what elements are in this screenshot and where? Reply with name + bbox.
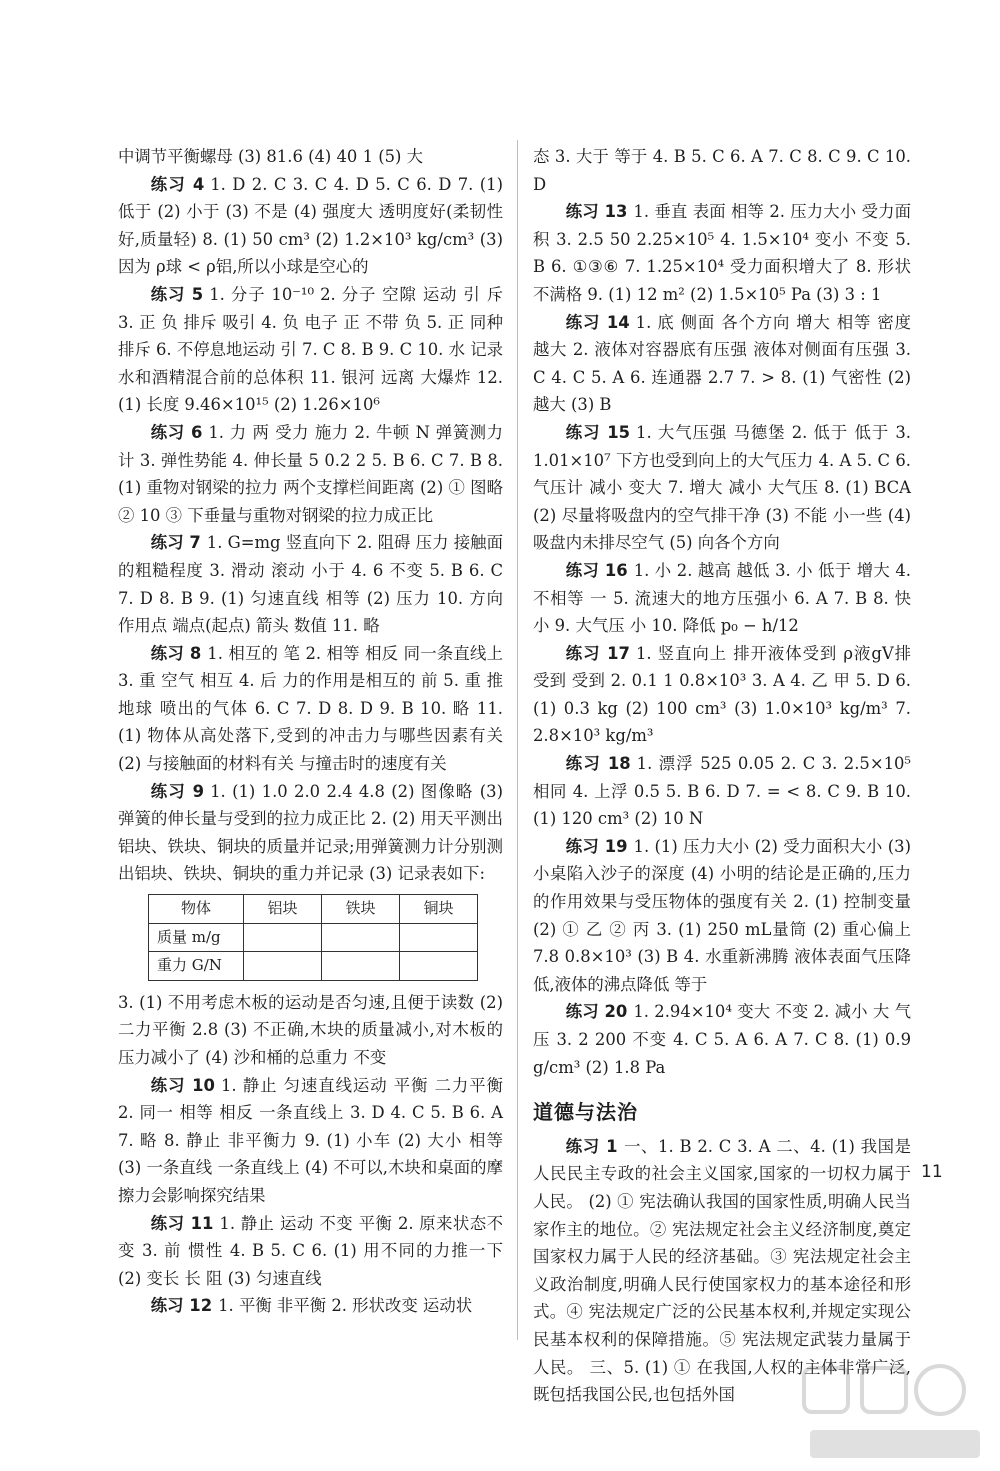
column-divider [517,140,518,1340]
exercise-7 [118,529,503,639]
exercise-answers: 1. 力 两 受力 施力 2. 牛顿 N 弹簧测力计 3. 弹性势能 4. 伸长量 5 0.2 2 5. B 6. C 7. B 8. (1) 重物对钢梁的拉力 两个支撑栏间距离 (2) ① 图略 ② 10 ③ 下垂量与重物对钢梁的拉力成正比 [118,422,503,525]
table-row-header: 质量 m/g [149,923,244,952]
exercise-answers: 1. 2.94×10⁴ 变大 不变 2. 减小 大 气压 3. 2 200 不变 4. C 5. A 6. A 7. C 8. (1) 0.9 g/cm³ (2) 1.8 Pa [533,1002,912,1077]
exercise-9 [118,778,503,888]
exercise-answers: 1. (1) 1.0 2.0 2.4 4.8 (2) 图像略 (3) 弹簧的伸长量与受到的拉力成正比 2. (2) 用天平测出铝块、铁块、铜块的质量并记录;用弹簧测力计分别测出铝块、铁块、铜块的重力并记录 (3) 记录表如下: [118,781,503,884]
exercise-answers: 1. 静止 匀速直线运动 平衡 二力平衡 2. 同一 相等 相反 一条直线上 3. D 4. C 5. B 6. A 7. 略 8. 静止 非平衡力 9. (1) 小车 (2) 大小 相等 (3) 一条直线 一条直线上 (4) 不可以,木块和桌面的摩擦力会影响探究结果 [118,1075,503,1205]
exercise-5 [118,281,503,419]
table-row [149,952,478,981]
table-header-cell: 物体 [149,895,244,924]
record-table [148,894,478,981]
exercise-label: 练习 18 [565,754,631,774]
exercise-label: 练习 16 [565,560,628,580]
exercise-label: 练习 9 [150,781,205,801]
left-column [118,143,503,1320]
exercise-16 [533,557,911,640]
exercise-label: 练习 4 [150,174,205,194]
exercise-answers: 1. 大气压强 马德堡 2. 低于 低于 3. 1.01×10⁷ 下方也受到向上的大气压力 4. A 5. C 6. 气压计 减小 变大 7. 增大 减小 大气压 8. (1) BCA (2) 尽量将吸盘内的空气排干净 (3) 不能 小一些 (4) 吸盘内未排尽空气 (5) 向各个方向 [533,422,911,553]
page-number: 11 [921,1162,943,1182]
table-cell [400,952,478,981]
exercise-label: 练习 11 [150,1213,214,1233]
exercise-answers: 1. 底 侧面 各个方向 增大 相等 密度 越大 2. 液体对容器底有压强 液体对侧面有压强 3. C 4. C 5. A 6. 连通器 2.7 7. > 8. (1) 气密性 (2) 越大 (3) B [533,312,911,415]
exercise-13 [533,198,911,308]
exercise-19 [533,833,911,999]
exercise-17 [533,640,911,750]
exercise-label: 练习 15 [565,422,631,442]
table-cell [322,952,400,981]
exercise-answers: 1. 漂浮 525 0.05 2. C 3. 2.5×10⁵ 相同 4. 上浮 0.5 5. B 6. D 7. = < 8. C 9. B 10. (1) 120 cm³ (2) 10 N [533,754,911,829]
exercise-label: 练习 20 [565,1002,628,1022]
exercise-label: 练习 8 [150,643,202,663]
exercise-label: 练习 10 [150,1075,215,1095]
table-header-cell: 铝块 [244,895,322,924]
exercise-answers: 1. D 2. C 3. C 4. D 5. C 6. D 7. (1) 低于 (2) 小于 (3) 不是 (4) 强度大 透明度好(柔韧性好,质量轻) 8. (1) 50 cm³ (2) 1.2×10³ kg/cm³ (3) 因为 ρ球 < ρ铝,所以小球是空心的 [118,174,503,277]
exercise-11 [118,1210,503,1293]
table-header-cell: 铁块 [322,895,400,924]
exercise-label: 练习 1 [565,1136,618,1156]
exercise-14 [533,309,911,419]
exercise-label: 练习 19 [565,836,628,856]
exercise-answers: 一、1. B 2. C 3. A 二、4. (1) 我国是人民民主专政的社会主义国家,国家的一切权力属于人民。 (2) ① 宪法确认我国的国家性质,明确人民当家作主的地位。② 宪法规定社会主义经济制度,奠定国家权力属于人民的经济基础。③ 宪法规定社会主义政治制度,明确人民行使国家权力的基本途径和形式。④ 宪法规定广泛的公民基本权利,并规定实现公民基本权利的保障措施。⑤ 宪法规定武装力量属于人民。 三、5. (1) ① 在我国,人权的主体非常广泛,既包括我国公民,也包括外国 [533,1136,911,1405]
table-row [149,923,478,952]
left-intro: 中调节平衡螺母 (3) 81.6 (4) 40 1 (5) 大 [118,147,424,166]
exercise-6 [118,419,503,529]
right-column [533,143,911,1409]
table-cell [244,923,322,952]
exercise-answers: 1. 小 2. 越高 越低 3. 小 低于 增大 4. 不相等 一 5. 流速大的地方压强小 6. A 7. B 8. 快 小 9. 大气压 小 10. 降低 p₀ − h/12 [533,560,911,636]
table-header-cell: 铜块 [400,895,478,924]
after-table-text: 3. (1) 不用考虑木板的运动是否匀速,且便于读数 (2) 二力平衡 2.8 (3) 不正确,木块的质量减小,对木板的压力减小了 (4) 沙和桶的总重力 不变 [118,992,503,1067]
exercise-label: 练习 13 [565,202,628,222]
exercise-20 [533,998,911,1081]
table-cell [400,923,478,952]
exercise-label: 练习 17 [565,643,630,663]
exercise-label: 练习 7 [150,533,201,553]
watermark-logo [800,1360,985,1465]
exercise-answers: 1. 平衡 非平衡 2. 形状改变 运动状 [218,1296,473,1316]
table-cell [244,952,322,981]
exercise-answers: 1. 相互的 笔 2. 相等 相反 同一条直线上 3. 重 空气 相互 4. 后 力的作用是相互的 前 5. 重 推 地球 喷出的气体 6. C 7. D 8. D 9. B 10. 略 11. (1) 物体从高处落下,受到的冲击力与哪些因素有关 (2) 与接触面的材料有关 与撞击时的速度有关 [118,643,503,774]
exercise-15 [533,419,911,557]
exercise-label: 练习 6 [150,422,203,442]
right-intro: 态 3. 大于 等于 4. B 5. C 6. A 7. C 8. C 9. C 10. D [533,147,911,194]
exercise-answers: 1. 垂直 表面 相等 2. 压力大小 受力面积 3. 2.5 50 2.25×10⁵ 4. 1.5×10⁴ 变小 不变 5. B 6. ①③⑥ 7. 1.25×10⁴ 受力面积增大了 8. 形状 不满格 9. (1) 12 m² (2) 1.5×10⁵ Pa (3) 3 : 1 [533,202,911,304]
table-row-header: 重力 G/N [149,952,244,981]
exercise-8 [118,640,503,778]
exercise-10 [118,1072,503,1210]
exercise-label: 练习 5 [150,284,204,304]
exercise-4 [118,171,503,281]
exercise-label: 练习 14 [565,312,630,332]
table-header-row [149,895,478,924]
table-cell [322,923,400,952]
exercise-18 [533,750,911,833]
exercise-answers: 1. 竖直向上 排开液体受到 ρ液gV排 受到 受到 2. 0.1 1 0.8×10³ 3. A 4. 乙 甲 5. D 6. (1) 0.3 kg (2) 100 cm³ (3) 1.0×10³ kg/m³ 7. 2.8×10³ kg/m³ [533,643,912,746]
exercise-12 [118,1292,503,1320]
exercise-answers: 1. G=mg 竖直向下 2. 阻碍 压力 接触面的粗糙程度 3. 滑动 滚动 小于 4. 6 不变 5. B 6. C 7. D 8. B 9. (1) 匀速直线 相等 (2) 压力 10. 方向 作用点 端点(起点) 箭头 数值 11. 略 [118,533,503,636]
exercise-answers: 1. (1) 压力大小 (2) 受力面积大小 (3) 小桌陷入沙子的深度 (4) 小明的结论是正确的,压力的作用效果与受压物体的强度有关 2. (1) 控制变量 (2) ① 乙 ② 丙 3. (1) 250 mL量筒 (2) 重心偏上 7.8 0.8×10³ (3) B 4. 水重新沸腾 液体表面气压降低,液体的沸点降低 等于 [533,836,912,994]
exercise-label: 练习 12 [150,1296,213,1316]
exercise-answers: 1. 分子 10⁻¹⁰ 2. 分子 空隙 运动 引 斥 3. 正 负 排斥 吸引 4. 负 电子 正 不带 负 5. 正 同种 排斥 6. 不停息地运动 引 7. C 8. B 9. C 10. 水 记录水和酒精混合前的总体积 11. 银河 远离 大爆炸 12. (1) 长度 9.46×10¹⁵ (2) 1.26×10⁶ [118,284,503,415]
exercise-answers: 1. 静止 运动 不变 平衡 2. 原来状态不变 3. 前 惯性 4. B 5. C 6. (1) 用不同的力推一下 (2) 变长 长 阻 (3) 匀速直线 [118,1213,503,1288]
section-title: 道德与法治 [533,1100,638,1125]
